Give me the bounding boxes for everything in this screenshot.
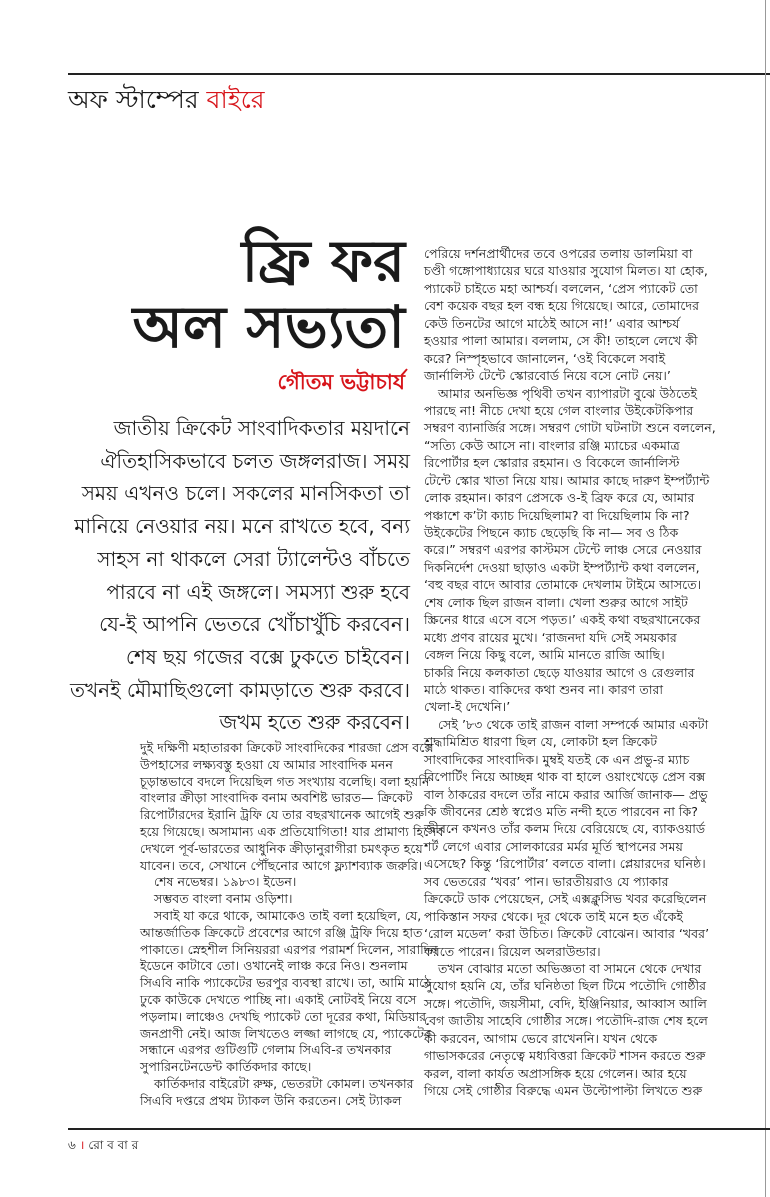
section-heading [68,80,265,123]
page-edge-rule [765,0,766,1197]
text-line: টেন্টে স্কোর খাতা নিয়ে যায়। আমার কাছে দারুণ ইম্পর্ট্যান্ট [424,472,710,488]
text-line: গাভাসকরের নেতৃত্বে মধ্যবিত্তরা ক্রিকেট শাসন করতে শুরু [424,1048,706,1064]
text-line: বাল ঠাকরের বদলে তাঁর নামে করার আর্জি জানাক— প্রভু [424,786,708,802]
text-line: সাংবাদিকের সাংবাদিক। মুম্বই যতই কে এন প্রভু-র ম্যাচ [424,751,690,767]
text-line: ঢুকে কাউকে দেখতে পাচ্ছি না। একাই নোটবই নিয়ে বসে [140,991,417,1007]
title-line-1: ফ্রি ফর [241,227,405,295]
page-footer [68,1136,138,1157]
text-line: সেই ’৮৩ থেকে তাই রাজন বালা সম্পর্কে আমার একটা [438,716,709,732]
text-line: যে-ই আপনি ভেতরে খোঁচাখুঁচি করবেন। [99,612,410,637]
text-line: করতে পারেন। রিয়েল অলরাউন্ডার। [424,943,601,959]
text-line: শেষ লোক ছিল রাজন বালা। খেলা শুরুর আগে সাইট [424,594,688,610]
text-line: সাহস না থাকলে সেরা ট্যালেন্টও বাঁচতে [97,546,410,571]
text-line: বেঙ্গল নিয়ে কিছু বলে, আমি মানতে রাজি আছি। [424,647,665,663]
text-line: রিপোর্টার হল স্কোরার রহমান। ও বিকেলে জার্নালিস্ট [424,455,680,471]
title-line-2: অল সভ্যতা [132,293,405,361]
text-line: চাকরি নিয়ে কলকাতা ছেড়ে যাওয়ার আগে ও রেগুলার [424,664,695,680]
text-line: শেষ নভেম্বর। ১৯৮৩। ইডেন। [154,874,297,890]
text-line: পারছে না! নীচে দেখা হয়ে গেল বাংলার উইকেটকিপার [424,402,694,418]
intro-standfirst [70,412,410,739]
text-line: সম্বরণ ব্যানার্জির সঙ্গে। সম্বরণ গোটা ঘটনাটা শুনে বললেন, [424,420,716,436]
text-line: কি জীবনের শ্রেষ্ঠ স্বপ্নেও মতি নন্দী হতে পারবেন না কি? [424,804,698,819]
text-line: ঐতিহাসিকভাবে চলত জঙ্গলরাজ। সময় [100,448,410,473]
text-line: সিএবি দপ্তরে প্রথম ট্যাকল উনি করতেন। সেই ট্যাকল [140,1092,402,1108]
text-line: রিপোর্টারদের ইরানি ট্রফি যে তার বছরখানেক আগেই শুরু [140,807,425,823]
text-line: করল, বালা কার্যত অপ্রাসঙ্গিক হয়ে গেলেন। আর হয়ে [424,1065,687,1081]
bottom-rule [68,1128,770,1130]
text-line: পেরিয়ে দর্শনপ্রার্থীদের তবে ওপরের তলায় ডালমিয়া বা [424,246,693,261]
top-rule [68,73,770,75]
text-line: পারবে না এই জঙ্গলে। সমস্যা শুরু হবে [106,579,410,604]
text-line: গিয়ে সেই গোষ্ঠীর বিরুদ্ধে এমন উল্টোপাল্টা লিখতে শুরু [424,1083,703,1098]
text-line: মানিয়ে নেওয়ার নয়। মনে রাখতে হবে, বন্য [74,514,410,539]
text-line: উইকেটের পিছনে ক্যাচ ছেড়েছি কি না— সব ও ঠিক [424,525,679,540]
text-line: “সত্যি কেউ আসে না। বাংলার রঞ্জি ম্যাচের একমাত্র [424,437,680,453]
text-line: সঙ্গে। পতৌদি, জয়সীমা, বেদি, ইঞ্জিনিয়ার, আব্বাস আলি [424,995,707,1011]
text-line: হওয়ার পালা আমার। বললাম, সে কী! তাহলে লেখে কী [424,333,698,349]
text-line: সন্ধানে এরপর গুটিগুটি গেলাম সিএবি-র তখনকার [140,1042,392,1058]
text-line: খেলা-ই দেখেনি।’ [424,699,511,715]
text-line: জাতীয় ক্রিকেট সাংবাদিকতার ময়দানে [113,416,410,440]
text-line: পাকাতে। স্নেহশীল সিনিয়ররা এরপর পরামর্শ দিলেন, সারাদিন [140,941,438,957]
text-line: উপহাসের লক্ষ্যবস্তু হওয়া যে আমার সাংবাদিক মনন [140,756,393,772]
section-heading-black: অফ স্টাম্পের [68,85,207,114]
text-line: হয়ে গিয়েছে। অসামান্য এক প্রতিযোগিতা! যার প্রামাণ্য হিসেব [140,823,444,839]
text-line: পাকিস্তান সফর থেকে। দূর থেকে তাই মনে হত এঁকেই [424,908,683,924]
page-number: ৬ [68,1138,76,1152]
text-line: আন্তর্জাতিক ক্রিকেটে প্রবেশের আগে রঞ্জি ট্রফি দিয়ে হাত [140,924,423,940]
text-line: তখন বোঝার মতো অভিজ্ঞতা বা সামনে থেকে দেখার [438,960,702,976]
magazine-name: রো ব বা র [88,1138,139,1152]
text-line: ‘রোল মডেল’ করা উচিত। ক্রিকেট বোঝেন। আবার ‘খবর’ [424,926,710,942]
text-line: দিকনির্দেশ দেওয়া ছাড়াও একটা ইম্পর্ট্যান্ট কথা বললেন, [424,559,700,575]
text-line: স্ক্রিনের ধারে এসে বসে পড়ত।’ একই কথা বছরখানেকের [424,612,701,628]
text-line: কেউ তিনটের আগে মাঠেই আসে না!’ এবার আশ্চর্য [424,315,680,331]
text-line: করে।” সম্বরণ এরপর কাস্টমস টেন্টে লাঞ্চ সেরে নেওয়ার [424,542,702,558]
footer-separator: । [79,1138,85,1152]
text-line: চণ্ডী গঙ্গোপাধ্যায়ের ঘরে যাওয়ার সুযোগ মিলত। যা হোক, [424,263,708,279]
text-line: বেগ জাতীয় সাহেবি গোষ্ঠীর সঙ্গে। পতৌদি-রাজ শেষ হলে [424,1013,708,1029]
text-line: দেখলে পূর্ব-ভারতের আধুনিক ক্রীড়ানুরাগীরা চমৎকৃত হয়ে [140,840,423,856]
text-line: কার্তিকদার বাইরেটা রুক্ষ, ভেতরটা কোমল। তখনকার [154,1075,414,1091]
body-column-left [140,740,444,1110]
text-line: সব ভেতরের ‘খবর’ পান। ভারতীয়রাও যে প্যাকার [424,873,669,889]
text-line: সুপারিনটেনডেন্ট কার্তিকদার কাছে। [140,1059,312,1075]
text-line: প্যাকেট চাইতে মহা আশ্চর্য। বললেন, ‘প্রেস প্যাকেট তো [424,280,698,296]
text-line: ‘বহু বছর বাদে আবার তোমাকে দেখলাম টাইমে আসতে। [424,577,702,593]
text-line: মধ্যে প্রণব রায়ের মুখে। ‘রাজনদা যদি সেই সময়কার [424,629,677,645]
text-line: সময় এখনও চলে। সকলের মানসিকতা তা [81,481,410,506]
section-heading-red: বাইরে [206,85,265,114]
text-line: লোক রহমান। কারণ প্রেসকে ও-ই ব্রিফ করে যে, আমার [424,490,695,506]
text-line: যাবেন। তবে, সেখানে পৌঁছনোর আগে ফ্ল্যাশব্যাক জরুরি। [140,857,423,873]
text-line: করে? নিস্পৃহভাবে জানালেন, ‘ওই বিকেলে সবাই [424,350,666,366]
text-line: সুযোগ হয়নি যে, তাঁর ঘনিষ্ঠতা ছিল টিমে পতৌদি গোষ্ঠীর [424,978,707,994]
text-line: ক্রিকেটে ডাক পেয়েছেন, সেই এক্সক্লুসিভ খবর করেছিলেন [424,891,707,907]
author-byline: গৌতম ভট্টাচার্য [277,370,405,394]
text-line: চূড়ান্তভাবে বদলে দিয়েছিল গত সংখ্যায় বলেছি। বলা হয়নি [140,773,430,789]
text-line: আমার অনভিজ্ঞ পৃথিবী তখন ব্যাপারটা বুঝে উঠতেই [438,385,698,401]
text-line: পড়লাম। লাঞ্চেও দেখছি প্যাকেট তো দূরের কথা, মিডিয়ার [140,1008,427,1024]
text-line: বাংলার ক্রীড়া সাংবাদিক বনাম অবশিষ্ট ভারত— ক্রিকেট [140,790,413,806]
text-line: শ্রদ্ধামিশ্রিত ধারণা ছিল যে, লোকটা হল ক্রিকেট [424,734,658,750]
article-title [133,228,405,360]
body-column-right [424,245,760,1099]
text-line: জখম হতে শুরু করবেন। [219,710,410,735]
text-line: সবাই যা করে থাকে, আমাকেও তাই বলা হয়েছিল, যে, [154,907,422,923]
text-line: জার্নালিস্ট টেন্টে স্কোরবোর্ড নিয়ে বসে নোট নেয়।’ [424,368,671,384]
text-line: শেষ ছয় গজের বক্সে ঢুকতে চাইবেন। [125,644,410,669]
text-line: রিপোর্টিং নিয়ে আচ্ছন্ন থাক বা হালে ওয়াংখেড়ে প্রেস বক্স [424,769,706,785]
text-line: জীবনে কখনও তাঁর কলম দিয়ে বেরিয়েছে যে, ব্যাকওয়ার্ড [424,821,706,837]
text-line: তখনই মৌমাছিগুলো কামড়াতে শুরু করবে। [70,677,410,702]
text-line: কী করবেন, আগাম ভেবে রাখেননি। যখন থেকে [424,1030,658,1046]
text-line: বেশ কয়েক বছর হল বন্ধ হয়ে গিয়েছে। আরে, তোমাদের [424,298,700,314]
text-line: জনপ্রাণী নেই। আজ লিখতেও লজ্জা লাগছে যে, প্যাকেটের [140,1025,431,1041]
text-line: সিএবি নাকি প্যাকেটের ভরপুর ব্যবস্থা রাখে। তা, আমি মাঠে [140,975,431,991]
text-line: দুই দক্ষিণী মহাতারকা ক্রিকেট সাংবাদিকের শারজা প্রেস বক্সে [140,740,434,755]
text-line: সম্ভবত বাংলা বনাম ওড়িশা। [154,891,293,907]
text-line: এসেছে? কিন্তু ‘রিপোর্টার’ বলতে বালা। প্লেয়ারদের ঘনিষ্ঠ। [424,856,706,872]
text-line: মাঠে থাকত। বাকিদের কথা শুনব না। কারণ তারা [424,681,664,697]
text-line: ইডেনে কাটাবে তো। ওখানেই লাঞ্চ করে নিও। শুনলাম [140,958,408,974]
text-line: পঞ্চাশে ক’টা ক্যাচ দিয়েছিলাম? বা দিয়েছিলাম কি না? [424,507,690,523]
text-line: শর্ট লেগে এবার সোলকারের মর্মর মূর্তি স্থাপনের সময় [424,838,683,854]
